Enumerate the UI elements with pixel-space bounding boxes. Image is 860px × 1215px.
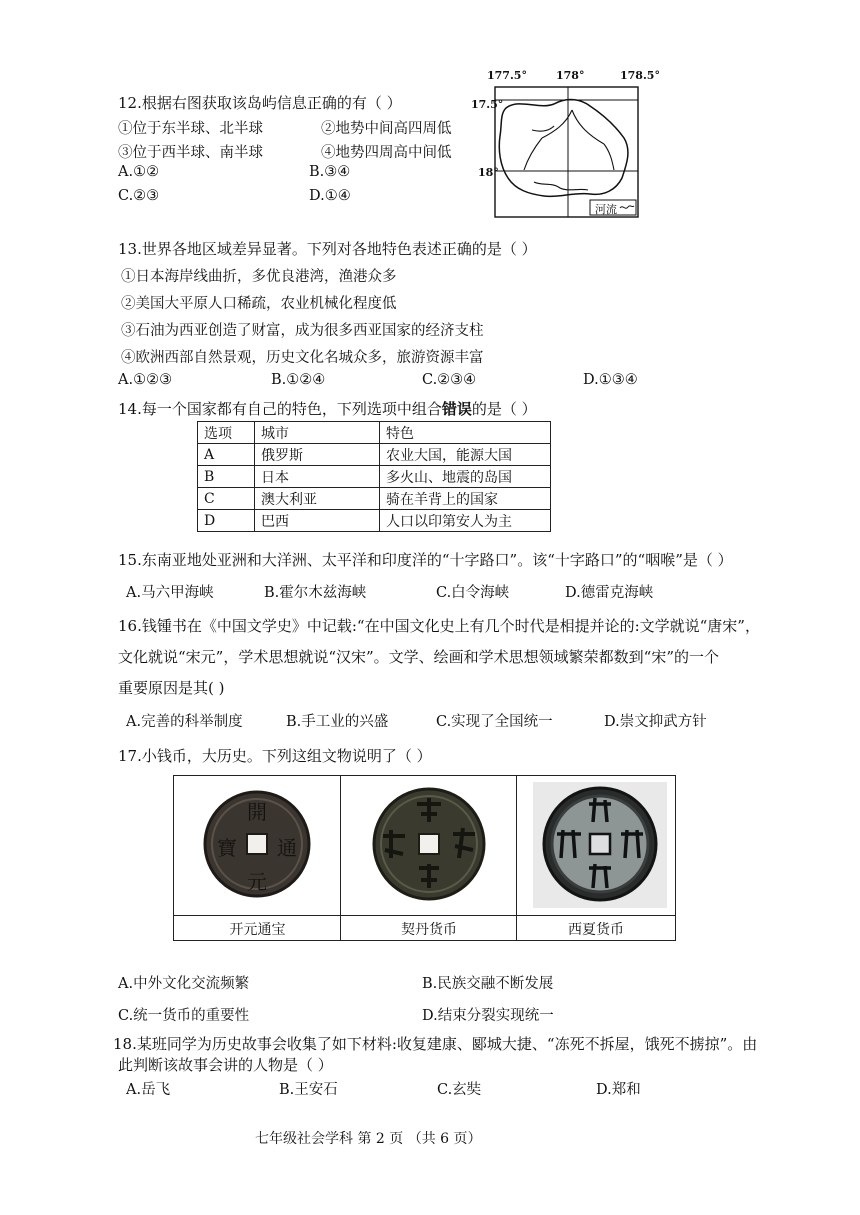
coin-glyph: 元 xyxy=(247,870,267,894)
table-cell: B xyxy=(198,466,255,488)
table-cell: 澳大利亚 xyxy=(255,488,380,510)
map-legend-river: 河流 xyxy=(595,203,617,216)
q13-option-b: B.①②④ xyxy=(271,372,326,388)
q13-statement-1: ①日本海岸线曲折，多优良港湾，渔港众多 xyxy=(121,269,397,285)
coin-glyph: 通 xyxy=(277,836,297,860)
table-row xyxy=(198,466,551,488)
q12-statement-1: ①位于东半球、北半球 xyxy=(118,121,263,137)
q15-option-b: B.霍尔木兹海峡 xyxy=(264,585,367,601)
q16-stem-line-1: 16.钱锺书在《中国文学史》中记载:“在中国文化史上有几个时代是相提并论的:文学就说“唐宋”， xyxy=(118,617,760,635)
map-lon-label-3: 178.5° xyxy=(620,69,660,82)
q13-option-d: D.①③④ xyxy=(583,372,638,388)
table-row xyxy=(198,488,551,510)
table-header: 选项 xyxy=(198,422,255,444)
q12-statement-2: ②地势中间高四周低 xyxy=(321,121,452,137)
q17-option-b: B.民族交融不断发展 xyxy=(422,976,554,992)
q16-option-b: B.手工业的兴盛 xyxy=(286,714,389,730)
q14-table xyxy=(197,421,551,532)
coin-figure xyxy=(173,775,676,941)
q12-option-d: D.①④ xyxy=(309,188,351,204)
map-lat-label-2: 18° xyxy=(478,166,499,179)
coin-caption-khitan: 契丹货币 xyxy=(401,922,457,938)
q16-stem-line-3: 重要原因是其( ) xyxy=(118,679,225,697)
xixia-coin-image xyxy=(517,776,675,914)
island-map xyxy=(494,86,639,218)
table-header: 城市 xyxy=(255,422,380,444)
q13-option-c: C.②③④ xyxy=(422,372,477,388)
table-header: 特色 xyxy=(380,422,551,444)
coin-caption-divider xyxy=(174,915,675,916)
q17-option-a: A.中外文化交流频繁 xyxy=(118,976,250,992)
q16-stem-line-2: 文化就说“宋元”，学术思想就说“汉宋”。文学、绘画和学术思想领域繁荣都数到“宋”的一个 xyxy=(118,648,720,666)
table-cell: 人口以印第安人为主 xyxy=(380,510,551,532)
table-cell: 多火山、地震的岛国 xyxy=(380,466,551,488)
map-lat-label-1: 17.5° xyxy=(471,98,504,111)
table-cell: 巴西 xyxy=(255,510,380,532)
q16-option-a: A.完善的科举制度 xyxy=(126,714,243,730)
table-header-row xyxy=(198,422,551,444)
q18-option-c: C.玄奘 xyxy=(437,1082,482,1098)
q16-option-d: D.崇文抑武方针 xyxy=(604,714,707,730)
q12-option-a: A.①② xyxy=(118,164,160,180)
q18-option-d: D.郑和 xyxy=(596,1082,641,1098)
q17-option-d: D.结束分裂实现统一 xyxy=(422,1008,554,1024)
table-row xyxy=(198,444,551,466)
table-row xyxy=(198,510,551,532)
khitan-coin-image xyxy=(341,776,516,914)
q14-stem-pre: 14.每一个国家都有自己的特色，下列选项中组合 xyxy=(118,400,442,418)
q12-option-b: B.③④ xyxy=(309,164,351,180)
table-cell: 骑在羊背上的国家 xyxy=(380,488,551,510)
coin-glyph: 開 xyxy=(247,800,267,824)
table-cell: 日本 xyxy=(255,466,380,488)
q12-statement-4: ④地势四周高中间低 xyxy=(321,145,452,161)
q13-option-a: A.①②③ xyxy=(118,372,173,388)
table-cell: C xyxy=(198,488,255,510)
q15-stem: 15.东南亚地处亚洲和大洋洲、太平洋和印度洋的“十字路口”。该“十字路口”的“咽喉”是（ ） xyxy=(118,551,733,569)
q18-option-b: B.王安石 xyxy=(279,1082,338,1098)
coin-glyph: 寶 xyxy=(217,836,237,860)
q12-statement-3: ③位于西半球、南半球 xyxy=(118,145,263,161)
q18-stem-line-1: 18.某班同学为历史故事会收集了如下材料:收复建康、郾城大捷、“冻死不拆屋，饿死不掳掠”。由 xyxy=(113,1035,758,1053)
coin-caption-xixia: 西夏货币 xyxy=(568,922,624,938)
q15-option-d: D.德雷克海峡 xyxy=(565,585,654,601)
q12-option-c: C.②③ xyxy=(118,188,160,204)
table-cell: A xyxy=(198,444,255,466)
q16-option-c: C.实现了全国统一 xyxy=(436,714,553,730)
q13-stem: 13.世界各地区域差异显著。下列对各地特色表述正确的是（ ） xyxy=(118,240,537,258)
q15-option-c: C.白令海峡 xyxy=(436,585,510,601)
q14-stem-emphasis: 错误 xyxy=(441,400,472,418)
q12-stem: 12.根据右图获取该岛屿信息正确的有（ ） xyxy=(118,94,402,112)
q13-statement-2: ②美国大平原人口稀疏，农业机械化程度低 xyxy=(121,296,397,312)
q17-option-c: C.统一货币的重要性 xyxy=(118,1008,250,1024)
q17-stem: 17.小钱币，大历史。下列这组文物说明了（ ） xyxy=(118,747,432,765)
table-cell: 农业大国，能源大国 xyxy=(380,444,551,466)
page-footer: 七年级社会学科 第 2 页 （共 6 页） xyxy=(255,1131,482,1147)
table-cell: 俄罗斯 xyxy=(255,444,380,466)
q13-statement-3: ③石油为西亚创造了财富，成为很多西亚国家的经济支柱 xyxy=(121,323,484,339)
q15-option-a: A.马六甲海峡 xyxy=(126,585,214,601)
table-cell: D xyxy=(198,510,255,532)
q14-stem-post: 的是（ ） xyxy=(471,400,537,418)
q13-statement-4: ④欧洲西部自然景观，历史文化名城众多，旅游资源丰富 xyxy=(121,350,484,366)
q18-option-a: A.岳飞 xyxy=(126,1082,171,1098)
q18-stem-line-2: 此判断该故事会讲的人物是（ ） xyxy=(118,1056,333,1074)
map-lon-label-2: 178° xyxy=(556,69,585,82)
coin-caption-kaiyuan: 开元通宝 xyxy=(229,922,286,938)
q14-stem xyxy=(118,398,537,419)
map-lon-label-1: 177.5° xyxy=(487,69,527,82)
